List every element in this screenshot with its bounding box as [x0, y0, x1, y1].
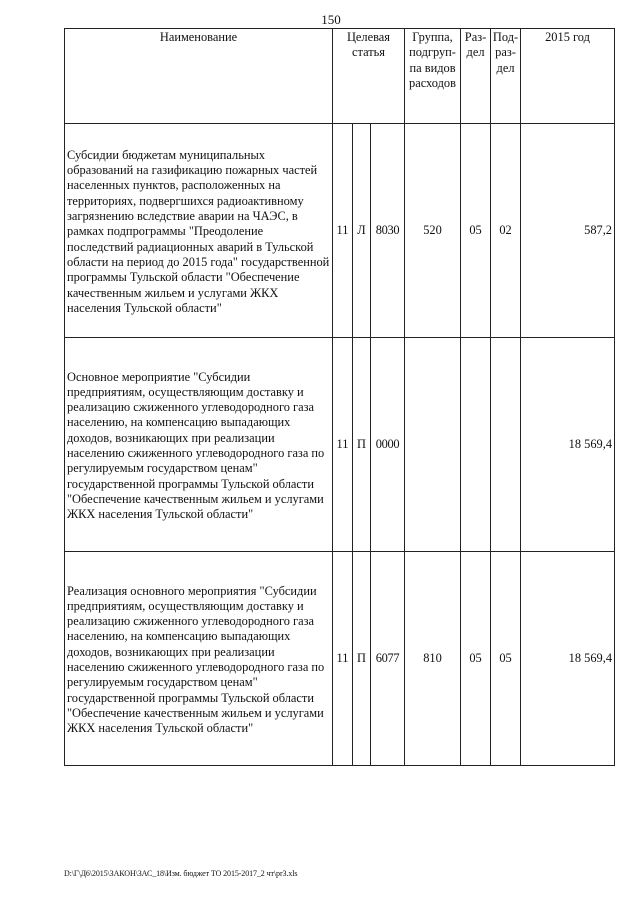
row-code2: П	[353, 552, 371, 766]
table-row	[65, 124, 615, 338]
table-row	[65, 552, 615, 766]
row-group: 810	[405, 552, 461, 766]
row-name: Реализация основного мероприятия "Субсидии предприятиям, осуществляющим доставку и реализацию сжиженного углеводородного газа населению, на компенсацию выпадающих доходов, возникающих при реализации населению сжиженного углеводородного газа по регулируемым государством ценам" государственной программы Тульской области "Обеспечение качественным жильем и услугами ЖКХ населения Тульской области"	[65, 552, 333, 766]
row-amount: 18 569,4	[521, 552, 615, 766]
row-code1: 11	[333, 338, 353, 552]
table-row	[65, 338, 615, 552]
footer-file-path: D:\Г\Д6\2015\ЗАКОН\ЗАС_18\Изм. бюджет ТО 2015-2017_2 чт\pr3.xls	[64, 869, 298, 878]
row-section	[461, 338, 491, 552]
header-target-article: Целевая статья	[333, 29, 405, 124]
header-section: Раз-дел	[461, 29, 491, 124]
row-code2: Л	[353, 124, 371, 338]
row-name: Субсидии бюджетам муниципальных образований на газификацию пожарных частей населенных пунктов, расположенных на территориях, подвергшихся радиоактивному загрязнению вследствие аварии на ЧАЭС, в рамках подпрограммы "Преодоление последствий радиационных аварий в Тульской области на период до 2015 года" государственной программы Тульской области "Обеспечение качественным жильем и услугами ЖКХ населения Тульской области"	[65, 124, 333, 338]
header-year: 2015 год	[521, 29, 615, 124]
header-group: Группа, подгруп-па видов расходов	[405, 29, 461, 124]
row-amount: 587,2	[521, 124, 615, 338]
budget-table	[64, 28, 615, 766]
page-number: 150	[321, 12, 341, 27]
row-section: 05	[461, 552, 491, 766]
row-name: Основное мероприятие "Субсидии предприятиям, осуществляющим доставку и реализацию сжиженного углеводородного газа населению, на компенсацию выпадающих доходов, возникающих при реализации населению сжиженного углеводородного газа по регулируемым государством ценам" государственной программы Тульской области "Обеспечение качественным жильем и услугами ЖКХ населения Тульской области"	[65, 338, 333, 552]
row-code3: 8030	[371, 124, 405, 338]
row-subsection: 05	[491, 552, 521, 766]
header-name: Наименование	[65, 29, 333, 124]
row-code3: 6077	[371, 552, 405, 766]
row-section: 05	[461, 124, 491, 338]
header-subsection: Под-раз-дел	[491, 29, 521, 124]
row-amount: 18 569,4	[521, 338, 615, 552]
row-subsection: 02	[491, 124, 521, 338]
row-code1: 11	[333, 124, 353, 338]
row-group: 520	[405, 124, 461, 338]
row-code2: П	[353, 338, 371, 552]
header-row	[65, 29, 615, 124]
row-code3: 0000	[371, 338, 405, 552]
row-subsection	[491, 338, 521, 552]
row-group	[405, 338, 461, 552]
row-code1: 11	[333, 552, 353, 766]
